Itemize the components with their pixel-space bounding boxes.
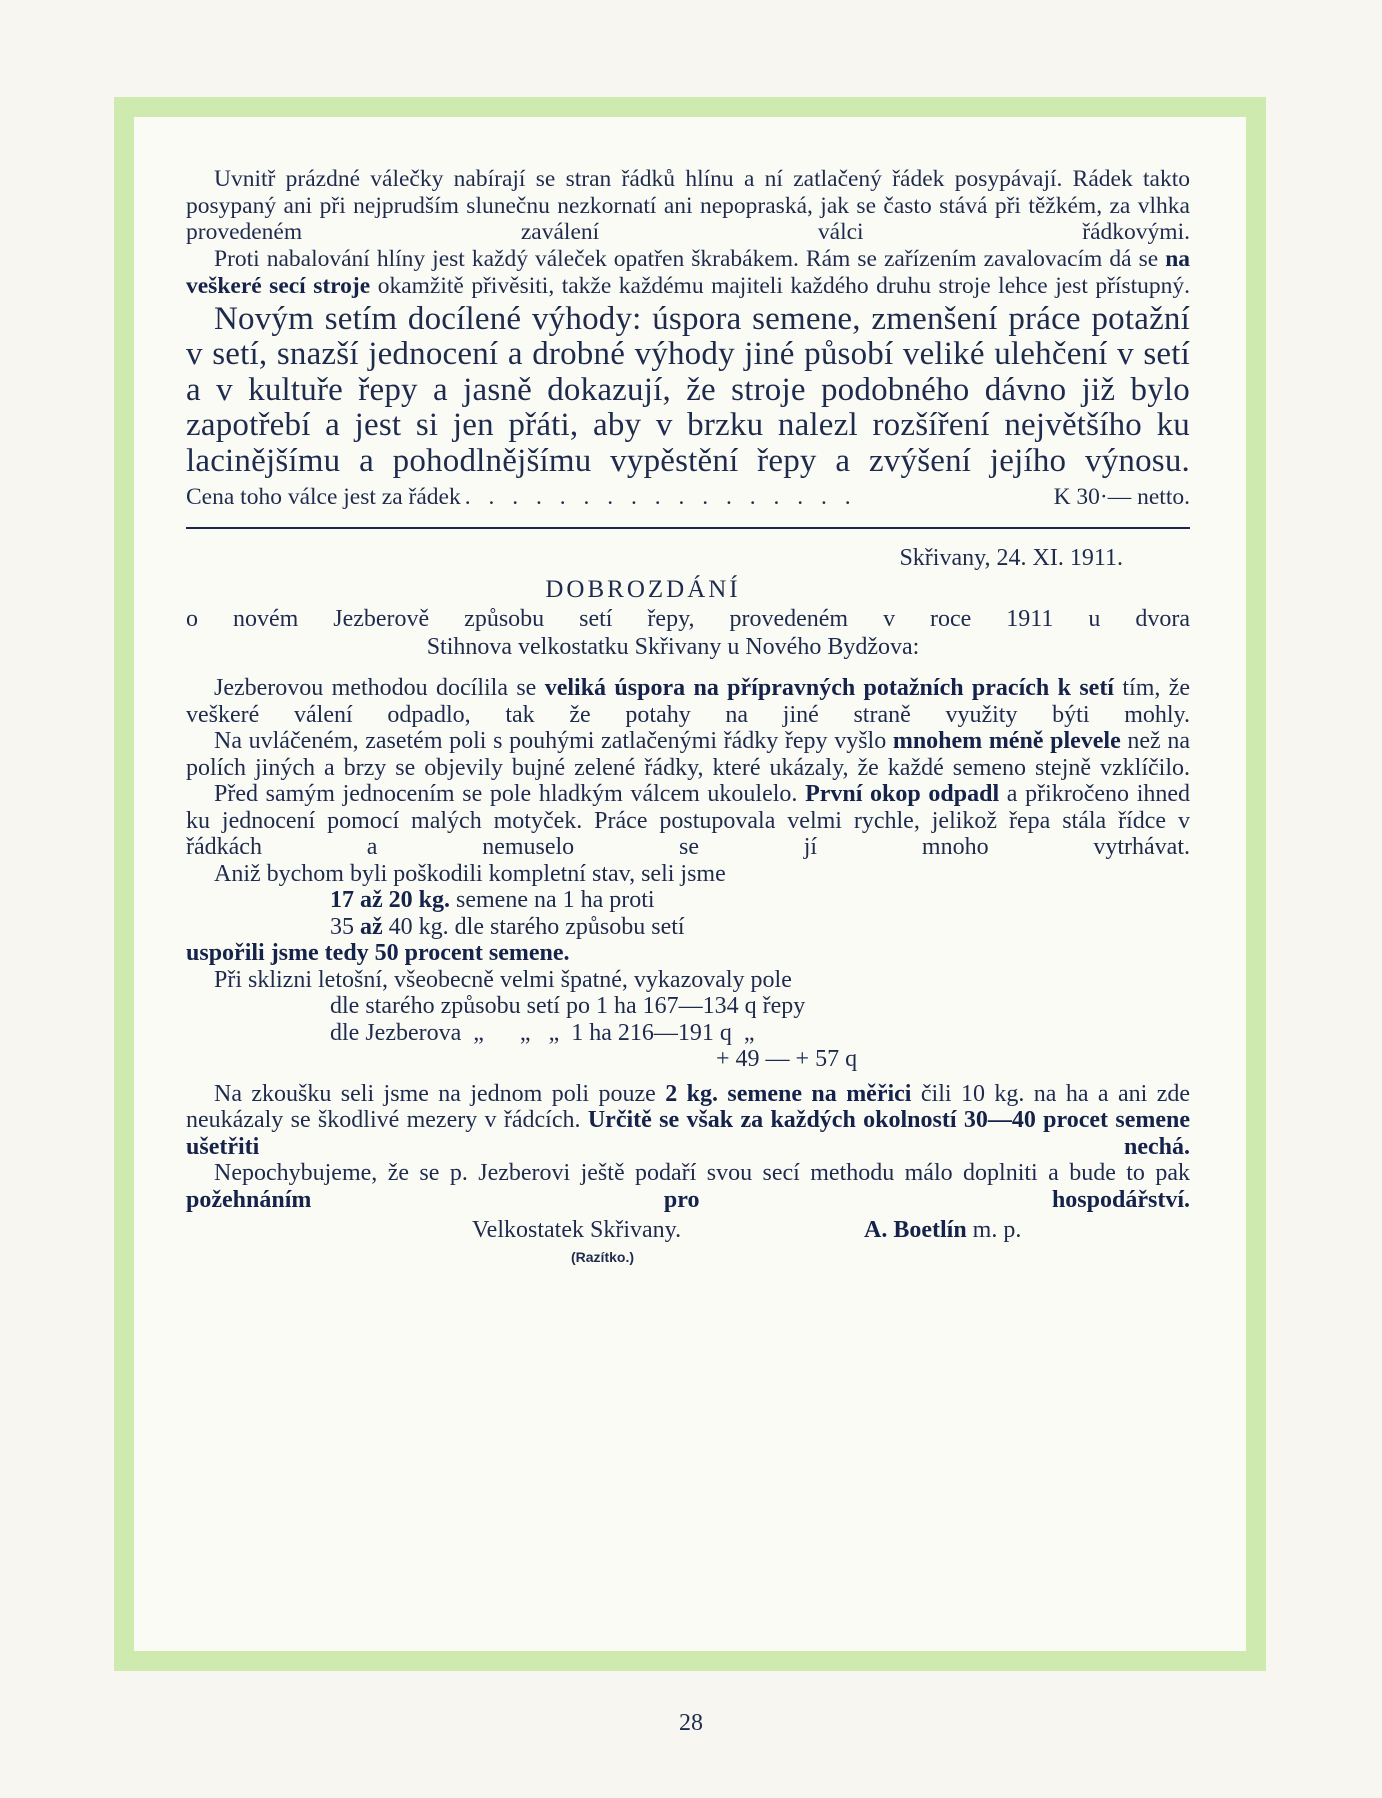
paragraph-advantages: Novým setím docílené výhody: úspora semene, zmenšení práce potažní v setí, snazší jednocení a drobné výhody jiné působí veliké ulehčení v setí a v kultuře řepy a jasně dokazují, že stroje podobného dávno již bylo zapotřebí a jest si jen přáti, aby v brzku nalezl rozšíření největšího ku lacinějšímu a pohodlnějšímu vypěstění řepy a zvýšení jejího výnosu. (186, 300, 1190, 479)
letter-subtitle-1: o novém Jezberově způsobu setí řepy, provedeném v roce 1911 u dvora (186, 606, 1190, 633)
letter-paragraph-savings: Jezberovou methodou docílila se veliká úspora na přípravných potažních pracích k setí tím, že veškeré válení odpadlo, tak že potahy na jiné straně využity býti mohly. (186, 675, 1191, 728)
signature-name: A. Boetlín m. p. (864, 1217, 1022, 1244)
price-dots: . . . . . . . . . . . . . . . . . (464, 484, 857, 511)
harvest-line-1: dle starého způsobu setí po 1 ha 167—134 q řepy (330, 993, 806, 1020)
page-content (186, 166, 1190, 1265)
signature-estate: Velkostatek Skřivany. (472, 1217, 682, 1244)
price-line (186, 483, 1190, 511)
seed-line-3: uspořili jsme tedy 50 procent semene. (186, 940, 570, 967)
seed-line-1: 17 až 20 kg. semene na 1 ha proti (330, 887, 655, 914)
letter-paragraph-thinning: Před samým jednocením se pole hladkým válcem ukoulelo. První okop odpadl a přikročeno ihned ku jednocení pomocí malých motyček. Práce postupovala velmi rychle, jelikož řepa stála řídce v řádkách a nemuselo se jí mnoho vytrhávat. (186, 781, 1191, 861)
letter-title: DOBROZDÁNÍ (545, 576, 741, 604)
section-divider (186, 527, 1190, 529)
seed-line-2: 35 až 40 kg. dle starého způsobu setí (330, 913, 685, 940)
price-value: K 30·— netto. (1053, 484, 1190, 511)
harvest-line-2: dle Jezberova „ „ „ 1 ha 216—191 q „ (330, 1019, 755, 1046)
letter-paragraph-weeds: Na uvláčeném, zasetém poli s pouhými zatlačenými řádky řepy vyšlo mnohem méně plevele než na polích jiných a brzy se objevily bujné zelené řádky, které ukázaly, že každé semeno stejně vzklíčilo. (186, 728, 1190, 781)
paragraph-inner-rollers: Uvnitř prázdné válečky nabírají se stran řádků hlínu a ní zatlačený řádek posypávají. Rádek takto posypaný ani při nejprudším slunečnu nezkornatí ani nepopraská, jak se často stává při těžkém, za vlhka provedeném zaválení válci řádkovými. (186, 166, 1190, 246)
page-number: 28 (679, 1710, 703, 1736)
letter-paragraph-trial: Na zkoušku seli jsme na jednom poli pouze 2 kg. semene na měřici čili 10 kg. na ha a ani zde neukázaly se škodlivé mezery v řádcích. Určitě se však za každých okolností 30—40 procet semene ušetřiti nechá. (186, 1080, 1191, 1160)
harvest-line-3: + 49 — + 57 q (716, 1046, 858, 1073)
letter-paragraph-seed-intro: Aniž bychom byli poškodili kompletní stav, seli jsme (214, 860, 726, 887)
letter-date: Skřivany, 24. XI. 1911. (899, 545, 1123, 572)
paragraph-scraper: Proti nabalování hlíny jest každý váleček opatřen škrabákem. Rám se zařízením zavalovacím dá se na veškeré secí stroje okamžitě přivěsiti, takže každému majiteli každého druhu stroje lehce jest přístupný. (186, 246, 1191, 299)
letter-paragraph-harvest: Při sklizni letošní, všeobecně velmi špatné, vykazovaly pole (214, 966, 792, 993)
price-label: Cena toho válce jest za řádek (186, 484, 461, 511)
letter-paragraph-conclusion: Nepochybujeme, že se p. Jezberovi ještě podaří svou secí methodu málo doplniti a bude to pak požehnáním pro hospodářství. (186, 1160, 1190, 1213)
signature-line (186, 1215, 1190, 1245)
letter-subtitle-2: Stihnova velkostatku Skřivany u Nového Bydžova: (426, 634, 920, 661)
stamp-note: (Razítko.) (571, 1249, 634, 1266)
